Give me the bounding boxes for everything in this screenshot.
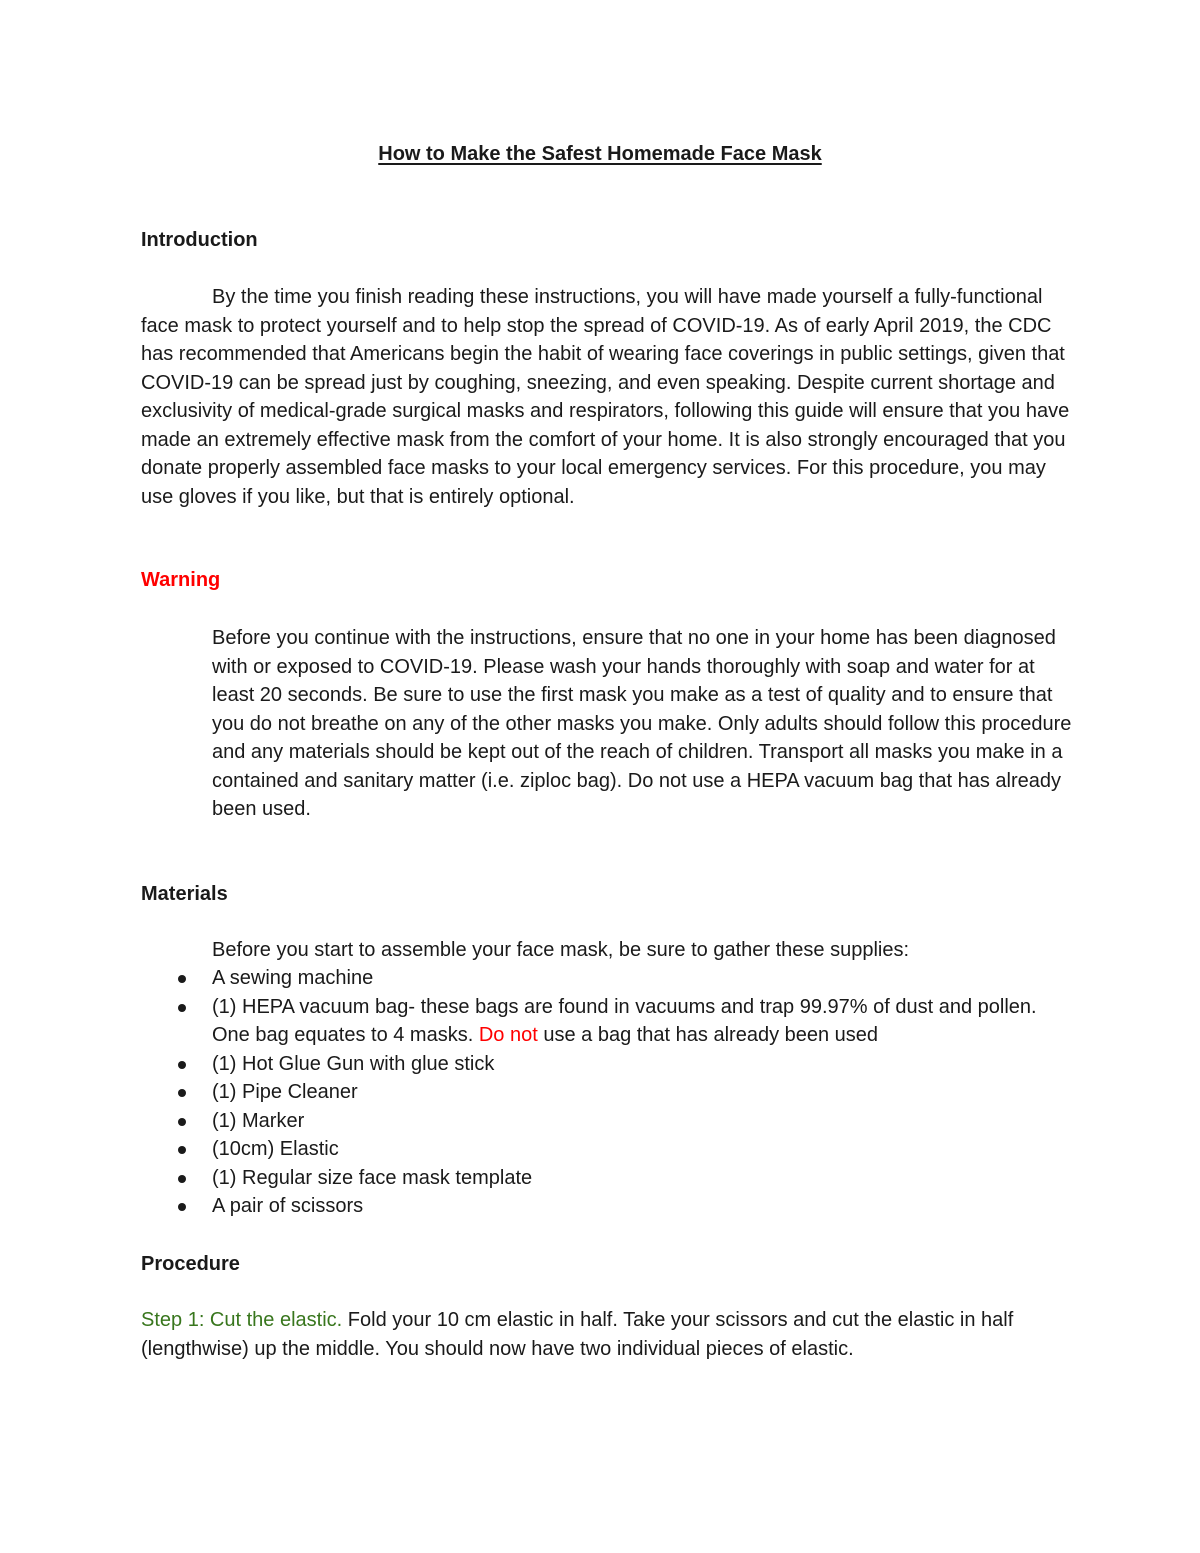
list-item <box>141 1078 1071 1107</box>
list-item-text: (1) Regular size face mask template <box>212 1166 533 1189</box>
list-item-text: (1) Pipe Cleaner <box>212 1081 358 1103</box>
bullet-icon <box>178 1089 186 1097</box>
procedure-step-1 <box>141 1306 1081 1363</box>
bullet-icon <box>178 975 186 983</box>
document-title: How to Make the Safest Homemade Face Mask <box>378 143 822 165</box>
bullet-icon <box>178 1146 186 1154</box>
materials-list <box>141 964 1071 1221</box>
list-item-tail: use a bag that has already been used <box>543 1024 879 1046</box>
list-item <box>141 993 1071 1050</box>
list-item <box>141 1050 1071 1079</box>
warning-paragraph: Before you continue with the instructions, ensure that no one in your home has been diagnosed with or exposed to COVID-19. Please wash your hands thoroughly with soap and water for at least 20 seconds. Be sure to use the first mask you make as a test of quality and to ensure that you do not breathe on any of the other masks you make. Only adults should follow this procedure and any materials should be kept out of the reach of children. Transport all masks you make in a contained and sanitary matter (i.e. ziploc bag). Do not use a HEPA vacuum bag that has already been used. <box>212 627 1072 820</box>
list-item-text: (1) HEPA vacuum bag- these bags are found in vacuums and trap 99.97% of dust and pollen. One bag equates to 4 masks. <box>212 995 1037 1046</box>
list-item-text: (1) Marker <box>212 1109 305 1132</box>
warning-heading: Warning <box>141 569 221 591</box>
list-item <box>141 1135 1071 1164</box>
do-not-emphasis: Do not <box>478 1024 538 1046</box>
list-item-text: (10cm) Elastic <box>212 1138 339 1160</box>
step-1-text: Fold your 10 cm elastic in half. Take your scissors and cut the elastic in half (lengthwise) up the middle. You should now have two individual pieces of elastic. <box>141 1309 1014 1360</box>
introduction-paragraph: By the time you finish reading these instructions, you will have made yourself a fully-functional face mask to protect yourself and to help stop the spread of COVID-19. As of early April 2019, the CDC has recommended that Americans begin the habit of wearing face coverings in public settings, given that COVID-19 can be spread just by coughing, sneezing, and even speaking. Despite current shortage and exclusivity of medical-grade surgical masks and respirators, following this guide will ensure that you have made an extremely effective mask from the comfort of your home. It is also strongly encouraged that you donate properly assembled face masks to your local emergency services. For this procedure, you may use gloves if you like, but that is entirely optional. <box>141 286 1070 508</box>
bullet-icon <box>178 1203 186 1211</box>
procedure-heading: Procedure <box>141 1253 240 1275</box>
list-item-text: (1) Hot Glue Gun with glue stick <box>212 1052 495 1075</box>
bullet-icon <box>178 1175 186 1183</box>
bullet-icon <box>178 1118 186 1126</box>
list-item-text: A pair of scissors <box>212 1195 364 1217</box>
list-item <box>141 1107 1071 1136</box>
materials-heading: Materials <box>141 883 228 905</box>
list-item <box>141 1164 1071 1193</box>
materials-intro: Before you start to assemble your face mask, be sure to gather these supplies: <box>212 939 910 961</box>
bullet-icon <box>178 1061 186 1069</box>
list-item <box>141 964 1071 993</box>
list-item-text: A sewing machine <box>212 967 374 989</box>
step-1-label: Step 1: Cut the elastic. <box>141 1309 343 1331</box>
bullet-icon <box>178 1004 186 1012</box>
list-item <box>141 1192 1071 1221</box>
introduction-heading: Introduction <box>141 229 258 251</box>
